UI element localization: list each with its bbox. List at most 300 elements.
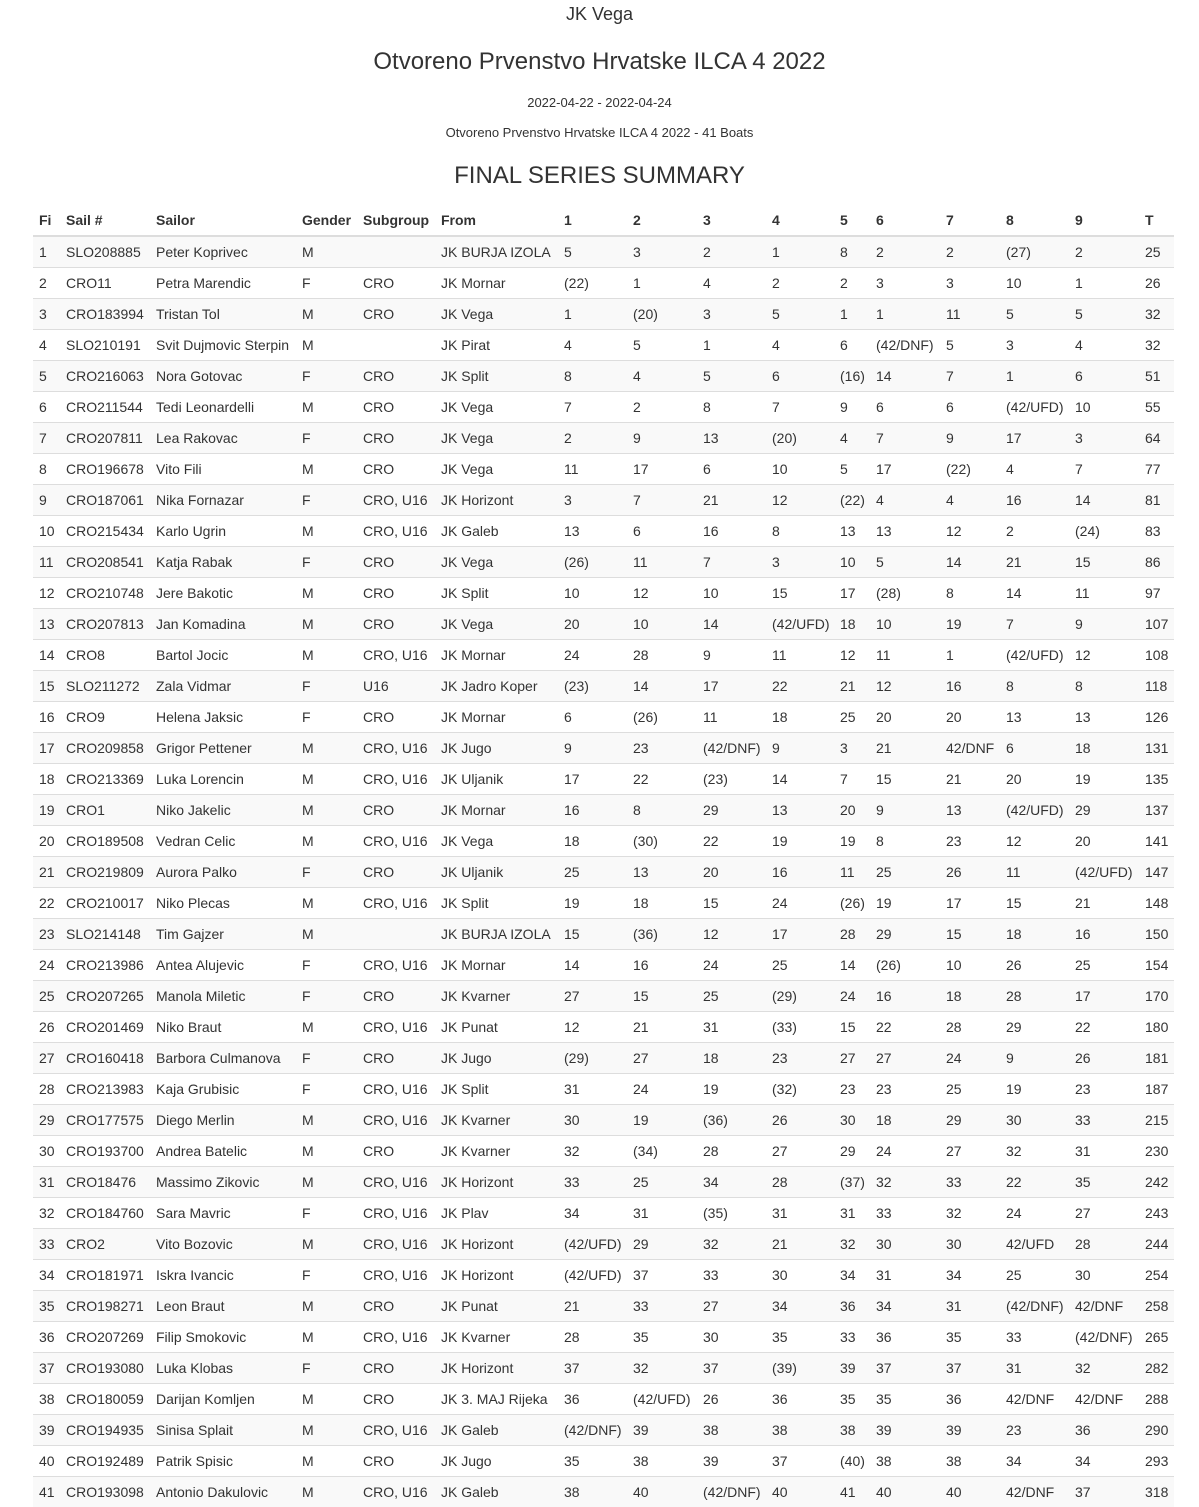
cell-total: 150 xyxy=(1139,919,1174,950)
cell-total: 83 xyxy=(1139,516,1174,547)
column-header-race-2: 2 xyxy=(627,205,697,236)
table-row xyxy=(33,547,1174,578)
cell-race-4: 19 xyxy=(766,826,834,857)
cell-place: 11 xyxy=(33,547,60,578)
cell-race-5: 8 xyxy=(834,236,870,268)
cell-race-2: (42/UFD) xyxy=(627,1384,697,1415)
cell-race-7: 21 xyxy=(940,764,1000,795)
cell-race-4: (33) xyxy=(766,1012,834,1043)
cell-gender: M xyxy=(296,1136,357,1167)
cell-race-8: 2 xyxy=(1000,516,1069,547)
cell-race-5: 14 xyxy=(834,950,870,981)
cell-place: 25 xyxy=(33,981,60,1012)
cell-subgroup: CRO xyxy=(357,392,435,423)
cell-sailor: Barbora Culmanova xyxy=(150,1043,296,1074)
column-header-from: From xyxy=(435,205,558,236)
cell-race-7: 30 xyxy=(940,1229,1000,1260)
cell-race-6: 1 xyxy=(870,299,940,330)
cell-sail-number: SLO214148 xyxy=(60,919,150,950)
cell-race-3: 16 xyxy=(697,516,766,547)
cell-race-8: 26 xyxy=(1000,950,1069,981)
cell-race-2: (26) xyxy=(627,702,697,733)
cell-from: JK 3. MAJ Rijeka xyxy=(435,1384,558,1415)
cell-from: JK Horizont xyxy=(435,1167,558,1198)
cell-race-6: 12 xyxy=(870,671,940,702)
cell-from: JK Pirat xyxy=(435,330,558,361)
cell-race-8: 23 xyxy=(1000,1415,1069,1446)
cell-race-6: 33 xyxy=(870,1198,940,1229)
cell-sailor: Tristan Tol xyxy=(150,299,296,330)
cell-race-5: 1 xyxy=(834,299,870,330)
cell-race-8: 29 xyxy=(1000,1012,1069,1043)
cell-place: 1 xyxy=(33,236,60,268)
table-row xyxy=(33,640,1174,671)
table-row xyxy=(33,361,1174,392)
cell-subgroup: CRO, U16 xyxy=(357,640,435,671)
cell-race-9: (42/UFD) xyxy=(1069,857,1139,888)
cell-sailor: Lea Rakovac xyxy=(150,423,296,454)
cell-race-7: 7 xyxy=(940,361,1000,392)
cell-sailor: Massimo Zikovic xyxy=(150,1167,296,1198)
table-row xyxy=(33,1322,1174,1353)
cell-gender: M xyxy=(296,1229,357,1260)
cell-race-5: 21 xyxy=(834,671,870,702)
cell-from: JK Mornar xyxy=(435,702,558,733)
cell-sail-number: CRO207811 xyxy=(60,423,150,454)
cell-subgroup: CRO, U16 xyxy=(357,1322,435,1353)
cell-sail-number: CRO210748 xyxy=(60,578,150,609)
table-row xyxy=(33,826,1174,857)
cell-race-8: (42/UFD) xyxy=(1000,392,1069,423)
table-row xyxy=(33,702,1174,733)
cell-race-3: 21 xyxy=(697,485,766,516)
cell-race-1: 14 xyxy=(558,950,627,981)
cell-race-5: 39 xyxy=(834,1353,870,1384)
cell-place: 5 xyxy=(33,361,60,392)
cell-race-7: 2 xyxy=(940,236,1000,268)
cell-race-2: (30) xyxy=(627,826,697,857)
cell-place: 33 xyxy=(33,1229,60,1260)
cell-race-6: 22 xyxy=(870,1012,940,1043)
cell-race-8: 11 xyxy=(1000,857,1069,888)
cell-subgroup: CRO xyxy=(357,454,435,485)
cell-subgroup: CRO xyxy=(357,1291,435,1322)
cell-race-2: 2 xyxy=(627,392,697,423)
cell-race-4: 18 xyxy=(766,702,834,733)
cell-subgroup: CRO, U16 xyxy=(357,1167,435,1198)
cell-sail-number: CRO193080 xyxy=(60,1353,150,1384)
cell-place: 29 xyxy=(33,1105,60,1136)
cell-total: 230 xyxy=(1139,1136,1174,1167)
cell-place: 27 xyxy=(33,1043,60,1074)
cell-race-5: 3 xyxy=(834,733,870,764)
cell-total: 81 xyxy=(1139,485,1174,516)
table-row xyxy=(33,1446,1174,1477)
column-header-race-6: 6 xyxy=(870,205,940,236)
cell-race-1: 24 xyxy=(558,640,627,671)
cell-race-3: (35) xyxy=(697,1198,766,1229)
cell-race-2: 22 xyxy=(627,764,697,795)
cell-race-4: 25 xyxy=(766,950,834,981)
table-row xyxy=(33,1291,1174,1322)
cell-sailor: Kaja Grubisic xyxy=(150,1074,296,1105)
cell-race-6: 38 xyxy=(870,1446,940,1477)
cell-from: JK Split xyxy=(435,578,558,609)
cell-gender: M xyxy=(296,454,357,485)
cell-from: JK Vega xyxy=(435,299,558,330)
cell-subgroup: CRO, U16 xyxy=(357,950,435,981)
cell-place: 3 xyxy=(33,299,60,330)
cell-subgroup: CRO xyxy=(357,1136,435,1167)
cell-race-9: 22 xyxy=(1069,1012,1139,1043)
cell-race-6: 18 xyxy=(870,1105,940,1136)
event-dates: 2022-04-22 - 2022-04-24 xyxy=(0,95,1199,111)
cell-race-4: 8 xyxy=(766,516,834,547)
cell-race-4: 3 xyxy=(766,547,834,578)
cell-total: 86 xyxy=(1139,547,1174,578)
cell-gender: F xyxy=(296,268,357,299)
cell-sail-number: CRO1 xyxy=(60,795,150,826)
cell-race-3: 17 xyxy=(697,671,766,702)
cell-place: 28 xyxy=(33,1074,60,1105)
cell-race-1: 37 xyxy=(558,1353,627,1384)
cell-sail-number: CRO209858 xyxy=(60,733,150,764)
cell-race-7: 36 xyxy=(940,1384,1000,1415)
cell-sailor: Tedi Leonardelli xyxy=(150,392,296,423)
cell-race-3: 26 xyxy=(697,1384,766,1415)
cell-gender: F xyxy=(296,671,357,702)
cell-race-1: 19 xyxy=(558,888,627,919)
cell-race-2: 35 xyxy=(627,1322,697,1353)
cell-gender: F xyxy=(296,950,357,981)
cell-race-3: 25 xyxy=(697,981,766,1012)
cell-race-4: (29) xyxy=(766,981,834,1012)
cell-sail-number: SLO210191 xyxy=(60,330,150,361)
cell-race-7: 33 xyxy=(940,1167,1000,1198)
cell-sailor: Niko Braut xyxy=(150,1012,296,1043)
cell-race-8: 30 xyxy=(1000,1105,1069,1136)
cell-place: 17 xyxy=(33,733,60,764)
cell-race-2: 15 xyxy=(627,981,697,1012)
cell-race-4: 17 xyxy=(766,919,834,950)
cell-race-5: (26) xyxy=(834,888,870,919)
cell-race-4: 12 xyxy=(766,485,834,516)
cell-gender: M xyxy=(296,795,357,826)
table-row xyxy=(33,1012,1174,1043)
cell-race-8: 13 xyxy=(1000,702,1069,733)
cell-place: 35 xyxy=(33,1291,60,1322)
cell-race-2: (36) xyxy=(627,919,697,950)
cell-place: 22 xyxy=(33,888,60,919)
cell-race-7: 25 xyxy=(940,1074,1000,1105)
cell-place: 24 xyxy=(33,950,60,981)
cell-race-1: 34 xyxy=(558,1198,627,1229)
cell-place: 26 xyxy=(33,1012,60,1043)
cell-race-4: (39) xyxy=(766,1353,834,1384)
cell-race-6: 32 xyxy=(870,1167,940,1198)
cell-sail-number: CRO181971 xyxy=(60,1260,150,1291)
cell-race-2: 1 xyxy=(627,268,697,299)
cell-race-2: 25 xyxy=(627,1167,697,1198)
cell-race-7: 8 xyxy=(940,578,1000,609)
cell-total: 254 xyxy=(1139,1260,1174,1291)
cell-race-4: 36 xyxy=(766,1384,834,1415)
cell-race-3: 24 xyxy=(697,950,766,981)
cell-race-1: 10 xyxy=(558,578,627,609)
cell-race-8: 1 xyxy=(1000,361,1069,392)
cell-from: JK Kvarner xyxy=(435,981,558,1012)
table-row xyxy=(33,423,1174,454)
cell-race-8: (27) xyxy=(1000,236,1069,268)
cell-total: 282 xyxy=(1139,1353,1174,1384)
cell-place: 39 xyxy=(33,1415,60,1446)
cell-subgroup: CRO xyxy=(357,981,435,1012)
cell-race-2: 7 xyxy=(627,485,697,516)
cell-race-5: 28 xyxy=(834,919,870,950)
cell-total: 148 xyxy=(1139,888,1174,919)
cell-sailor: Sara Mavric xyxy=(150,1198,296,1229)
cell-race-3: 9 xyxy=(697,640,766,671)
cell-gender: M xyxy=(296,609,357,640)
cell-race-3: 29 xyxy=(697,795,766,826)
cell-from: JK Horizont xyxy=(435,485,558,516)
cell-sail-number: CRO192489 xyxy=(60,1446,150,1477)
cell-race-8: 33 xyxy=(1000,1322,1069,1353)
table-row xyxy=(33,950,1174,981)
table-row xyxy=(33,1229,1174,1260)
cell-race-8: 18 xyxy=(1000,919,1069,950)
cell-race-5: 11 xyxy=(834,857,870,888)
cell-race-1: 17 xyxy=(558,764,627,795)
cell-sail-number: CRO11 xyxy=(60,268,150,299)
cell-race-2: 40 xyxy=(627,1477,697,1507)
cell-race-1: 32 xyxy=(558,1136,627,1167)
cell-race-3: 3 xyxy=(697,299,766,330)
cell-place: 21 xyxy=(33,857,60,888)
cell-total: 32 xyxy=(1139,299,1174,330)
cell-subgroup: CRO, U16 xyxy=(357,1415,435,1446)
cell-place: 32 xyxy=(33,1198,60,1229)
cell-race-8: 21 xyxy=(1000,547,1069,578)
cell-race-8: 8 xyxy=(1000,671,1069,702)
cell-sailor: Helena Jaksic xyxy=(150,702,296,733)
cell-race-3: 34 xyxy=(697,1167,766,1198)
cell-subgroup: CRO, U16 xyxy=(357,1012,435,1043)
table-row xyxy=(33,1198,1174,1229)
cell-race-9: 18 xyxy=(1069,733,1139,764)
cell-race-5: 25 xyxy=(834,702,870,733)
cell-race-7: 27 xyxy=(940,1136,1000,1167)
cell-race-6: 29 xyxy=(870,919,940,950)
cell-place: 8 xyxy=(33,454,60,485)
cell-race-2: 32 xyxy=(627,1353,697,1384)
cell-subgroup: CRO, U16 xyxy=(357,1105,435,1136)
cell-race-1: 5 xyxy=(558,236,627,268)
cell-race-6: 4 xyxy=(870,485,940,516)
column-header-race-9: 9 xyxy=(1069,205,1139,236)
page-header xyxy=(0,0,1199,191)
cell-sailor: Niko Jakelic xyxy=(150,795,296,826)
cell-race-9: 17 xyxy=(1069,981,1139,1012)
cell-race-9: 32 xyxy=(1069,1353,1139,1384)
cell-race-7: 40 xyxy=(940,1477,1000,1507)
cell-gender: M xyxy=(296,236,357,268)
cell-total: 25 xyxy=(1139,236,1174,268)
cell-subgroup: CRO, U16 xyxy=(357,826,435,857)
cell-sail-number: CRO2 xyxy=(60,1229,150,1260)
column-header-race-3: 3 xyxy=(697,205,766,236)
cell-gender: F xyxy=(296,702,357,733)
cell-race-7: 4 xyxy=(940,485,1000,516)
cell-total: 170 xyxy=(1139,981,1174,1012)
cell-sail-number: CRO193098 xyxy=(60,1477,150,1507)
cell-race-3: 12 xyxy=(697,919,766,950)
cell-race-4: 7 xyxy=(766,392,834,423)
cell-race-9: 14 xyxy=(1069,485,1139,516)
cell-from: JK Galeb xyxy=(435,1477,558,1507)
cell-race-6: 8 xyxy=(870,826,940,857)
cell-total: 180 xyxy=(1139,1012,1174,1043)
cell-race-6: 19 xyxy=(870,888,940,919)
cell-gender: F xyxy=(296,1353,357,1384)
cell-race-5: 5 xyxy=(834,454,870,485)
table-row xyxy=(33,888,1174,919)
cell-place: 34 xyxy=(33,1260,60,1291)
cell-from: JK Uljanik xyxy=(435,857,558,888)
cell-sail-number: CRO160418 xyxy=(60,1043,150,1074)
cell-subgroup: CRO, U16 xyxy=(357,1260,435,1291)
cell-gender: F xyxy=(296,1260,357,1291)
cell-race-1: (29) xyxy=(558,1043,627,1074)
cell-from: JK Vega xyxy=(435,547,558,578)
cell-race-4: 15 xyxy=(766,578,834,609)
table-row xyxy=(33,268,1174,299)
column-header-total: T xyxy=(1139,205,1174,236)
cell-race-9: 7 xyxy=(1069,454,1139,485)
cell-race-5: 4 xyxy=(834,423,870,454)
cell-race-9: 29 xyxy=(1069,795,1139,826)
cell-race-5: 34 xyxy=(834,1260,870,1291)
cell-race-3: 39 xyxy=(697,1446,766,1477)
cell-race-9: 15 xyxy=(1069,547,1139,578)
cell-sailor: Luka Klobas xyxy=(150,1353,296,1384)
cell-from: JK BURJA IZOLA xyxy=(435,919,558,950)
cell-sailor: Iskra Ivancic xyxy=(150,1260,296,1291)
cell-sail-number: CRO207265 xyxy=(60,981,150,1012)
cell-gender: M xyxy=(296,1322,357,1353)
cell-race-7: 10 xyxy=(940,950,1000,981)
table-row xyxy=(33,764,1174,795)
cell-race-4: 40 xyxy=(766,1477,834,1507)
cell-race-9: 35 xyxy=(1069,1167,1139,1198)
cell-sailor: Filip Smokovic xyxy=(150,1322,296,1353)
cell-race-2: 10 xyxy=(627,609,697,640)
cell-sailor: Peter Koprivec xyxy=(150,236,296,268)
cell-sail-number: CRO207813 xyxy=(60,609,150,640)
cell-race-1: 36 xyxy=(558,1384,627,1415)
column-header-race-7: 7 xyxy=(940,205,1000,236)
cell-gender: M xyxy=(296,330,357,361)
cell-race-3: 32 xyxy=(697,1229,766,1260)
cell-from: JK Split xyxy=(435,888,558,919)
column-header-gender: Gender xyxy=(296,205,357,236)
cell-subgroup: CRO, U16 xyxy=(357,1074,435,1105)
cell-race-7: 20 xyxy=(940,702,1000,733)
cell-race-1: 1 xyxy=(558,299,627,330)
cell-race-6: 20 xyxy=(870,702,940,733)
cell-race-9: 30 xyxy=(1069,1260,1139,1291)
cell-race-2: 6 xyxy=(627,516,697,547)
cell-race-5: 29 xyxy=(834,1136,870,1167)
cell-race-5: 7 xyxy=(834,764,870,795)
cell-place: 12 xyxy=(33,578,60,609)
cell-race-5: (40) xyxy=(834,1446,870,1477)
cell-race-3: (23) xyxy=(697,764,766,795)
column-header-sailor: Sailor xyxy=(150,205,296,236)
cell-race-1: 30 xyxy=(558,1105,627,1136)
cell-race-9: 34 xyxy=(1069,1446,1139,1477)
cell-sail-number: CRO194935 xyxy=(60,1415,150,1446)
cell-from: JK Jugo xyxy=(435,733,558,764)
cell-total: 265 xyxy=(1139,1322,1174,1353)
cell-race-7: 31 xyxy=(940,1291,1000,1322)
cell-sailor: Diego Merlin xyxy=(150,1105,296,1136)
cell-race-2: 33 xyxy=(627,1291,697,1322)
cell-total: 107 xyxy=(1139,609,1174,640)
cell-race-9: 36 xyxy=(1069,1415,1139,1446)
cell-race-9: 3 xyxy=(1069,423,1139,454)
cell-total: 242 xyxy=(1139,1167,1174,1198)
cell-race-1: 13 xyxy=(558,516,627,547)
cell-race-2: 38 xyxy=(627,1446,697,1477)
cell-sailor: Jere Bakotic xyxy=(150,578,296,609)
cell-from: JK Vega xyxy=(435,423,558,454)
cell-gender: M xyxy=(296,826,357,857)
table-row xyxy=(33,671,1174,702)
cell-total: 32 xyxy=(1139,330,1174,361)
cell-from: JK Kvarner xyxy=(435,1136,558,1167)
cell-race-9: 37 xyxy=(1069,1477,1139,1507)
cell-sail-number: CRO8 xyxy=(60,640,150,671)
cell-place: 6 xyxy=(33,392,60,423)
cell-gender: M xyxy=(296,888,357,919)
cell-from: JK Punat xyxy=(435,1012,558,1043)
cell-from: JK Mornar xyxy=(435,268,558,299)
cell-race-7: 9 xyxy=(940,423,1000,454)
cell-race-2: (20) xyxy=(627,299,697,330)
cell-place: 38 xyxy=(33,1384,60,1415)
cell-total: 118 xyxy=(1139,671,1174,702)
cell-sail-number: CRO216063 xyxy=(60,361,150,392)
cell-race-6: 10 xyxy=(870,609,940,640)
cell-race-6: 40 xyxy=(870,1477,940,1507)
cell-race-6: 3 xyxy=(870,268,940,299)
cell-race-4: 26 xyxy=(766,1105,834,1136)
cell-subgroup: CRO xyxy=(357,795,435,826)
cell-sail-number: CRO219809 xyxy=(60,857,150,888)
cell-total: 318 xyxy=(1139,1477,1174,1507)
cell-race-3: 33 xyxy=(697,1260,766,1291)
cell-race-7: 19 xyxy=(940,609,1000,640)
cell-race-5: 2 xyxy=(834,268,870,299)
cell-place: 13 xyxy=(33,609,60,640)
cell-place: 7 xyxy=(33,423,60,454)
cell-race-3: 8 xyxy=(697,392,766,423)
cell-total: 215 xyxy=(1139,1105,1174,1136)
cell-race-4: (42/UFD) xyxy=(766,609,834,640)
cell-race-2: 31 xyxy=(627,1198,697,1229)
cell-race-1: 15 xyxy=(558,919,627,950)
